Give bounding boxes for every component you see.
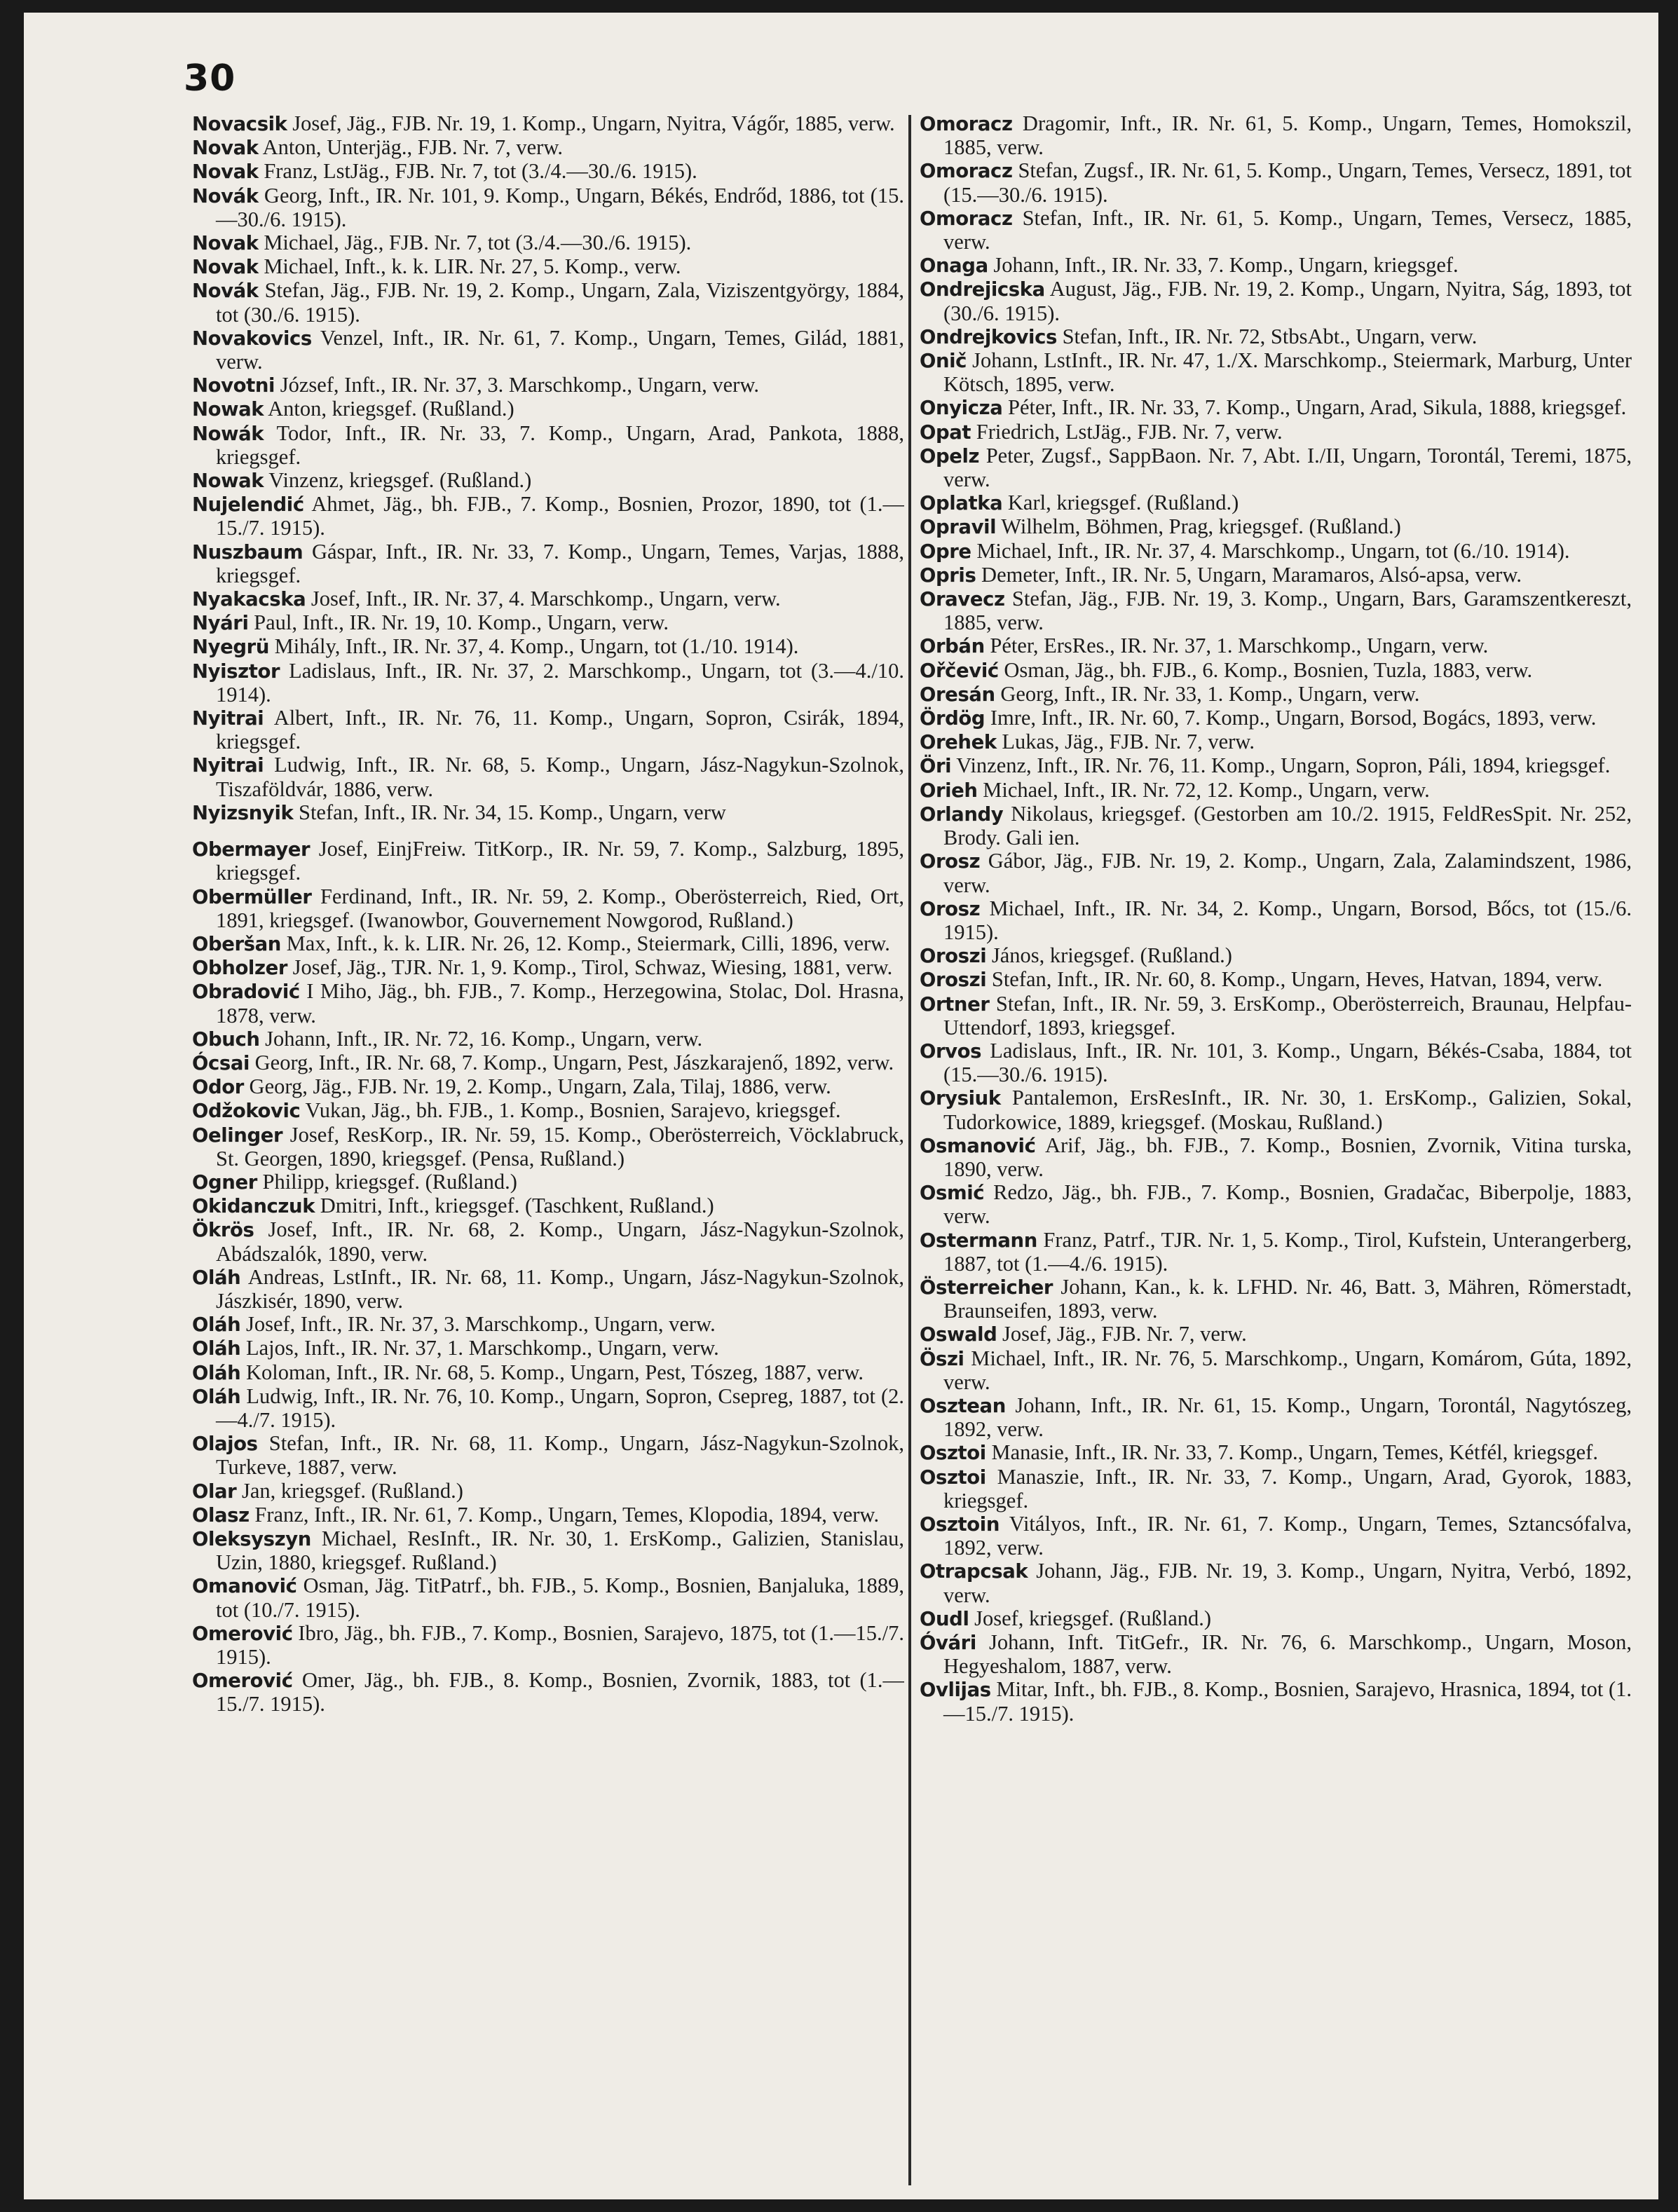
entry-surname: Oswald xyxy=(920,1323,997,1346)
entry-surname: Osztoi xyxy=(920,1466,986,1489)
list-item xyxy=(192,112,904,136)
list-item xyxy=(920,1513,1632,1559)
list-item xyxy=(920,1181,1632,1228)
list-item xyxy=(920,1631,1632,1678)
entry-details: János, kriegsgef. (Rußland.) xyxy=(991,943,1232,968)
list-item xyxy=(192,1124,904,1170)
entry-details: Anton, kriegsgef. (Rußland.) xyxy=(268,397,514,421)
entry-details: Paul, Inft., IR. Nr. 19, 10. Komp., Ungarn, verw. xyxy=(254,610,669,635)
entry-surname: Novak xyxy=(192,137,259,160)
entry-details: Stefan, Inft., IR. Nr. 34, 15. Komp., Ungarn, verw xyxy=(299,800,726,824)
entry-surname: Obradović xyxy=(192,981,300,1004)
entry-details: Georg, Inft., IR. Nr. 33, 1. Komp., Ungarn, verw. xyxy=(1000,681,1420,706)
entry-details: Stefan, Inft., IR. Nr. 60, 8. Komp., Ungarn, Heves, Hatvan, 1894, verw. xyxy=(991,967,1603,992)
entry-surname: Odžokovic xyxy=(192,1100,301,1123)
entry-surname: Nyizsnyik xyxy=(192,801,294,824)
entry-details: Josef, Inft., IR. Nr. 68, 2. Komp., Ungarn, Jász-Nagykun-Szolnok, Abádszalók, 1890, verw. xyxy=(216,1217,904,1266)
list-item xyxy=(920,1276,1632,1323)
entry-details: Josef, Inft., IR. Nr. 37, 3. Marschkomp., Ungarn, verw. xyxy=(245,1312,716,1337)
entry-details: Max, Inft., k. k. LIR. Nr. 26, 12. Komp., Steiermark, Cilli, 1896, verw. xyxy=(286,931,890,955)
entry-details: Ibro, Jäg., bh. FJB., 7. Komp., Bosnien, Sarajevo, 1875, tot (1.—15./7. 1915). xyxy=(216,1620,904,1669)
entry-details: August, Jäg., FJB. Nr. 19, 2. Komp., Ungarn, Nyitra, Ság, 1893, tot (30./6. 1915). xyxy=(943,277,1632,325)
list-item xyxy=(192,660,904,706)
entry-details: Omer, Jäg., bh. FJB., 8. Komp., Bosnien, Zvornik, 1883, tot (1.—15./7. 1915). xyxy=(216,1668,904,1716)
entry-surname: Opre xyxy=(920,540,971,563)
entry-surname: Oroszi xyxy=(920,969,987,992)
list-item xyxy=(192,1622,904,1669)
entry-surname: Ořčević xyxy=(920,659,999,682)
entry-details: Vinzenz, kriegsgef. (Rußland.) xyxy=(268,468,532,493)
entry-surname: Ördög xyxy=(920,707,985,730)
entry-details: Ludwig, Inft., IR. Nr. 68, 5. Komp., Ungarn, Jász-Nagykun-Szolnok, Tiszaföldvár, 1886, verw. xyxy=(216,753,904,801)
entry-details: Michael, Inft., IR. Nr. 76, 5. Marschkomp., Ungarn, Komárom, Gúta, 1892, verw. xyxy=(943,1346,1632,1394)
entry-surname: Nowak xyxy=(192,470,264,493)
entry-details: Pantalemon, ErsResInft., IR. Nr. 30, 1. ErsKomp., Galizien, Sokal, Tudorkowice, 1889, kriegsgef. (Moskau, Rußland.) xyxy=(943,1086,1632,1134)
list-item xyxy=(920,1347,1632,1394)
left-column xyxy=(192,112,904,2187)
list-item xyxy=(192,706,904,753)
entry-surname: Nowak xyxy=(192,398,264,421)
list-item xyxy=(192,327,904,374)
entry-surname: Öri xyxy=(920,755,952,778)
entry-details: Stefan, Inft., IR. Nr. 68, 11. Komp., Ungarn, Jász-Nagykun-Szolnok, Turkeve, 1887, verw. xyxy=(216,1431,904,1480)
entry-details: Ludwig, Inft., IR. Nr. 76, 10. Komp., Ungarn, Sopron, Csepreg, 1887, tot (2.—4./7. 1915). xyxy=(216,1384,904,1432)
entry-details: Lajos, Inft., IR. Nr. 37, 1. Marschkomp., Ungarn, verw. xyxy=(245,1336,719,1360)
entry-surname: Ondrejicska xyxy=(920,278,1045,301)
entry-details: Péter, ErsRes., IR. Nr. 37, 1. Marschkomp., Ungarn, verw. xyxy=(990,634,1489,658)
entry-details: Josef, kriegsgef. (Rußland.) xyxy=(974,1606,1212,1630)
list-item xyxy=(192,279,904,326)
entry-details: Venzel, Inft., IR. Nr. 61, 7. Komp., Ungarn, Temes, Gilád, 1881, verw. xyxy=(216,325,904,374)
entry-details: Imre, Inft., IR. Nr. 60, 7. Komp., Ungarn, Borsod, Bogács, 1893, verw. xyxy=(990,706,1597,730)
entry-surname: Orehek xyxy=(920,731,997,754)
list-item xyxy=(920,112,1632,159)
list-item xyxy=(920,1678,1632,1725)
entry-surname: Olajos xyxy=(192,1433,258,1456)
entry-details: Jan, kriegsgef. (Rußland.) xyxy=(241,1478,463,1503)
entry-surname: Nyegrü xyxy=(192,636,270,659)
entry-surname: Opris xyxy=(920,564,976,587)
entry-surname: Osztoin xyxy=(920,1513,1000,1536)
list-item xyxy=(920,683,1632,706)
entry-details: Johann, Jäg., FJB. Nr. 19, 3. Komp., Ungarn, Nyitra, Verbó, 1892, verw. xyxy=(943,1559,1632,1607)
entry-details: Friedrich, LstJäg., FJB. Nr. 7, verw. xyxy=(976,419,1283,444)
list-item xyxy=(920,706,1632,730)
list-item xyxy=(192,611,904,635)
list-item xyxy=(920,491,1632,515)
entry-surname: Olar xyxy=(192,1480,237,1503)
entry-details: Stefan, Zugsf., IR. Nr. 61, 5. Komp., Ungarn, Temes, Versecz, 1891, tot (15.—30./6. 1915). xyxy=(943,158,1632,207)
list-item xyxy=(920,540,1632,564)
entry-details: Lukas, Jäg., FJB. Nr. 7, verw. xyxy=(1002,730,1255,754)
entry-surname: Nyári xyxy=(192,612,249,635)
entry-surname: Osmanović xyxy=(920,1134,1036,1157)
entry-details: Michael, ResInft., IR. Nr. 30, 1. ErsKomp., Galizien, Stanislau, Uzin, 1880, kriegsgef. Rußland.) xyxy=(216,1526,904,1575)
entry-details: Josef, Jäg., TJR. Nr. 1, 9. Komp., Tirol, Schwaz, Wiesing, 1881, verw. xyxy=(292,955,893,980)
page-number: 30 xyxy=(184,57,236,100)
list-item xyxy=(920,1466,1632,1513)
entry-details: Osman, Jäg., bh. FJB., 6. Komp., Bosnien, Tuzla, 1883, verw. xyxy=(1004,657,1533,682)
entry-surname: Olasz xyxy=(192,1503,250,1527)
list-item xyxy=(192,231,904,255)
list-item xyxy=(192,1075,904,1099)
list-item xyxy=(192,1170,904,1194)
entry-details: Georg, Inft., IR. Nr. 101, 9. Komp., Ungarn, Békés, Endrőd, 1886, tot (15.—30./6. 1915). xyxy=(216,183,904,231)
entry-surname: Oláh xyxy=(192,1266,241,1289)
entry-surname: Novák xyxy=(192,280,259,303)
entry-details: Vinzenz, Inft., IR. Nr. 76, 11. Komp., Ungarn, Sopron, Páli, 1894, kriegsgef. xyxy=(956,753,1611,778)
list-item xyxy=(192,1266,904,1313)
entry-surname: Orvos xyxy=(920,1039,982,1063)
entry-surname: Novacsik xyxy=(192,113,287,135)
list-item xyxy=(192,980,904,1027)
entry-surname: Orysiuk xyxy=(920,1087,1001,1110)
entry-surname: Oláh xyxy=(192,1337,241,1360)
entry-details: Stefan, Inft., IR. Nr. 72, StbsAbt., Ungarn, verw. xyxy=(1062,324,1478,348)
entry-surname: Novak xyxy=(192,232,259,255)
entry-surname: Nyitrai xyxy=(192,707,264,730)
list-item xyxy=(920,897,1632,944)
list-item xyxy=(192,136,904,160)
entry-surname: Nyisztor xyxy=(192,660,280,683)
entry-details: Georg, Jäg., FJB. Nr. 19, 2. Komp., Ungarn, Zala, Tilaj, 1886, verw. xyxy=(249,1074,831,1099)
entry-details: Johann, Inft. TitGefr., IR. Nr. 76, 6. Marschkomp., Ungarn, Moson, Hegyeshalom, 1887, verw. xyxy=(943,1630,1632,1679)
entry-details: Philipp, kriegsgef. (Rußland.) xyxy=(262,1169,517,1194)
list-item xyxy=(192,1361,904,1385)
entry-surname: Ostermann xyxy=(920,1229,1037,1252)
entry-surname: Ócsai xyxy=(192,1051,250,1074)
list-item xyxy=(920,444,1632,491)
entry-surname: Novakovics xyxy=(192,327,312,350)
entry-surname: Obholzer xyxy=(192,957,287,980)
entry-details: Osman, Jäg. TitPatrf., bh. FJB., 5. Komp., Bosnien, Banjaluka, 1889, tot (10./7. 1915). xyxy=(216,1573,904,1622)
entry-details: I Miho, Jäg., bh. FJB., 7. Komp., Herzegowina, Stolac, Dol. Hrasna, 1878, verw. xyxy=(216,979,904,1028)
entry-details: József, Inft., IR. Nr. 37, 3. Marschkomp., Ungarn, verw. xyxy=(280,373,759,397)
list-item xyxy=(192,932,904,956)
list-item xyxy=(192,885,904,932)
entry-surname: Orosz xyxy=(920,850,981,873)
entry-surname: Obermayer xyxy=(192,838,311,861)
list-item xyxy=(192,1218,904,1265)
list-item xyxy=(192,184,904,231)
list-item xyxy=(192,1194,904,1218)
entry-surname: Nuszbaum xyxy=(192,540,303,564)
list-item xyxy=(192,1051,904,1075)
list-item xyxy=(192,160,904,184)
list-item xyxy=(192,1527,904,1574)
entry-surname: Orosz xyxy=(920,897,981,920)
list-item xyxy=(192,1669,904,1716)
entry-details: Mitar, Inft., bh. FJB., 8. Komp., Bosnien, Sarajevo, Hrasnica, 1894, tot (1.—15./7. 1915). xyxy=(943,1677,1632,1726)
list-item xyxy=(920,634,1632,658)
list-item xyxy=(920,1559,1632,1606)
entry-surname: Ondrejkovics xyxy=(920,325,1057,348)
entry-details: Josef, ResKorp., IR. Nr. 59, 15. Komp., Oberösterreich, Vöcklabruck, St. Georgen, 1890, kriegsgef. (Pensa, Rußland.) xyxy=(216,1122,904,1170)
entry-details: Franz, Patrf., TJR. Nr. 1, 5. Komp., Tirol, Kufstein, Unterangerberg, 1887, tot (1.—4./6. 1915). xyxy=(943,1227,1632,1276)
entry-details: Péter, Inft., IR. Nr. 33, 7. Komp., Ungarn, Arad, Sikula, 1888, kriegsgef. xyxy=(1008,395,1627,420)
entry-surname: Novák xyxy=(192,184,259,207)
entry-surname: Óvári xyxy=(920,1632,976,1654)
entry-details: Ferdinand, Inft., IR. Nr. 59, 2. Komp., Oberösterreich, Ried, Ort, 1891, kriegsgef. (Iwanowbor, Gouvernement Nowgorod, Rußland.) xyxy=(216,884,904,932)
list-item xyxy=(920,1086,1632,1133)
entry-details: Redzo, Jäg., bh. FJB., 7. Komp., Bosnien, Gradačac, Biberpolje, 1883, verw. xyxy=(943,1180,1632,1229)
list-item xyxy=(192,374,904,397)
list-item xyxy=(192,1385,904,1432)
list-item xyxy=(920,659,1632,683)
entry-surname: Opravil xyxy=(920,516,997,539)
list-item xyxy=(192,1432,904,1479)
entry-surname: Novak xyxy=(192,161,259,184)
list-item xyxy=(920,1039,1632,1086)
entry-details: Gábor, Jäg., FJB. Nr. 19, 2. Komp., Ungarn, Zala, Zalamindszent, 1986, verw. xyxy=(943,849,1632,897)
entry-details: Josef, Jäg., FJB. Nr. 7, verw. xyxy=(1002,1322,1247,1346)
list-item xyxy=(920,421,1632,444)
entry-details: Nikolaus, kriegsgef. (Gestorben am 10./2. 1915, FeldResSpit. Nr. 252, Brody. Gali ien. xyxy=(943,801,1632,850)
entry-surname: Oláh xyxy=(192,1361,241,1384)
entry-surname: Oleksyszyn xyxy=(192,1527,311,1550)
entry-details: Demeter, Inft., IR. Nr. 5, Ungarn, Maramaros, Alsó-apsa, verw. xyxy=(981,562,1522,587)
list-item xyxy=(920,349,1632,396)
entry-details: Todor, Inft., IR. Nr. 33, 7. Komp., Ungarn, Arad, Pankota, 1888, kriegsgef. xyxy=(216,421,904,469)
entry-surname: Novotni xyxy=(192,374,275,397)
entry-details: Georg, Inft., IR. Nr. 68, 7. Komp., Ungarn, Pest, Jászkarajenő, 1892, verw. xyxy=(254,1050,894,1074)
entry-surname: Ovlijas xyxy=(920,1679,991,1702)
entry-details: Peter, Zugsf., SappBaon. Nr. 7, Abt. I./II, Ungarn, Torontál, Teremi, 1875, verw. xyxy=(943,443,1632,492)
entry-surname: Oresán xyxy=(920,683,995,706)
list-item xyxy=(192,838,904,885)
entry-surname: Novak xyxy=(192,256,259,279)
entry-surname: Öszi xyxy=(920,1347,964,1370)
list-item xyxy=(192,1313,904,1337)
list-item xyxy=(192,1574,904,1621)
list-item xyxy=(920,849,1632,896)
list-item xyxy=(192,255,904,279)
list-item xyxy=(920,396,1632,420)
list-item xyxy=(920,207,1632,254)
entry-details: Vitályos, Inft., IR. Nr. 61, 7. Komp., Ungarn, Temes, Sztancsófalva, 1892, verw. xyxy=(943,1511,1632,1560)
list-item xyxy=(920,779,1632,803)
entry-details: Michael, Inft., IR. Nr. 34, 2. Komp., Ungarn, Borsod, Bőcs, tot (15./6. 1915). xyxy=(943,896,1632,944)
list-item xyxy=(920,1134,1632,1181)
entry-surname: Oláh xyxy=(192,1385,241,1408)
entry-surname: Oroszi xyxy=(920,945,987,968)
entry-details: Johann, Kan., k. k. LFHD. Nr. 46, Batt. 3, Mähren, Römerstadt, Braunseifen, 1893, verw. xyxy=(943,1274,1632,1323)
list-item xyxy=(920,803,1632,849)
directory-page xyxy=(24,13,1658,2199)
list-item xyxy=(192,493,904,540)
entry-details: Manasie, Inft., IR. Nr. 33, 7. Komp., Ungarn, Temes, Kétfél, kriegsgef. xyxy=(991,1440,1598,1465)
entry-details: Johann, Inft., IR. Nr. 72, 16. Komp., Ungarn, verw. xyxy=(265,1026,703,1051)
list-item xyxy=(192,801,904,825)
list-item xyxy=(920,564,1632,587)
entry-surname: Onyicza xyxy=(920,397,1003,420)
list-item xyxy=(192,753,904,800)
entry-details: Michael, Inft., k. k. LIR. Nr. 27, 5. Komp., verw. xyxy=(264,254,681,279)
entry-surname: Oudl xyxy=(920,1607,969,1630)
entry-surname: Nujelendić xyxy=(192,493,304,517)
entry-details: Albert, Inft., IR. Nr. 76, 11. Komp., Ungarn, Sopron, Csirák, 1894, kriegsgef. xyxy=(216,706,904,754)
entry-details: Wilhelm, Böhmen, Prag, kriegsgef. (Rußland.) xyxy=(1001,514,1401,539)
entry-surname: Omoracz xyxy=(920,113,1013,135)
list-item xyxy=(192,422,904,469)
list-item xyxy=(192,1337,904,1360)
entry-surname: Obermüller xyxy=(192,885,312,908)
entry-surname: Orlandy xyxy=(920,803,1004,826)
entry-details: Andreas, LstInft., IR. Nr. 68, 11. Komp., Ungarn, Jász-Nagykun-Szolnok, Jászkisér, 1890, verw. xyxy=(216,1264,904,1313)
entry-surname: Oelinger xyxy=(192,1124,283,1147)
entry-surname: Oberšan xyxy=(192,932,281,955)
list-item xyxy=(920,159,1632,206)
entry-details: Josef, Jäg., FJB. Nr. 19, 1. Komp., Ungarn, Nyitra, Vágőr, 1885, verw. xyxy=(292,112,895,135)
list-item xyxy=(192,1028,904,1051)
entry-surname: Opelz xyxy=(920,444,980,467)
entry-details: Stefan, Jäg., FJB. Nr. 19, 3. Komp., Ungarn, Bars, Garamszentkereszt, 1885, verw. xyxy=(943,587,1632,635)
list-item xyxy=(920,754,1632,778)
list-item xyxy=(920,1441,1632,1465)
entry-details: Franz, Inft., IR. Nr. 61, 7. Komp., Ungarn, Temes, Klopodia, 1894, verw. xyxy=(254,1502,880,1527)
entry-details: Franz, LstJäg., FJB. Nr. 7, tot (3./4.—30./6. 1915). xyxy=(264,159,697,184)
entry-details: Ladislaus, Inft., IR. Nr. 101, 3. Komp., Ungarn, Békés-Csaba, 1884, tot (15.—30./6. 1915). xyxy=(943,1038,1632,1087)
list-item xyxy=(920,1229,1632,1276)
list-item xyxy=(920,515,1632,539)
entry-surname: Omerović xyxy=(192,1622,293,1645)
entry-surname: Österreicher xyxy=(920,1276,1053,1299)
entry-surname: Oplatka xyxy=(920,492,1003,515)
entry-details: Arif, Jäg., bh. FJB., 7. Komp., Bosnien, Zvornik, Vitina turska, 1890, verw. xyxy=(943,1133,1632,1181)
entry-details: Mihály, Inft., IR. Nr. 37, 4. Komp., Ungarn, tot (1./10. 1914). xyxy=(274,634,799,659)
entry-details: Koloman, Inft., IR. Nr. 68, 5. Komp., Ungarn, Pest, Tószeg, 1887, verw. xyxy=(245,1360,864,1384)
list-item xyxy=(920,968,1632,992)
entry-surname: Opat xyxy=(920,421,971,444)
list-item xyxy=(192,540,904,587)
list-item xyxy=(920,254,1632,278)
entry-surname: Orbán xyxy=(920,635,985,658)
entry-surname: Obuch xyxy=(192,1028,260,1051)
entry-surname: Orieh xyxy=(920,779,978,802)
list-item xyxy=(192,397,904,421)
list-item xyxy=(192,1503,904,1527)
entry-details: Ladislaus, Inft., IR. Nr. 37, 2. Marschkomp., Ungarn, tot (3.—4./10. 1914). xyxy=(216,658,904,706)
entry-surname: Nyakacska xyxy=(192,588,306,611)
entry-surname: Omanović xyxy=(192,1575,297,1598)
entry-details: Michael, Inft., IR. Nr. 72, 12. Komp., Ungarn, verw. xyxy=(983,777,1430,802)
list-item xyxy=(920,587,1632,634)
entry-details: Ahmet, Jäg., bh. FJB., 7. Komp., Bosnien, Prozor, 1890, tot (1.—15./7. 1915). xyxy=(216,492,904,540)
column-divider xyxy=(908,115,911,2185)
entry-surname: Ortner xyxy=(920,992,990,1016)
entry-details: Vukan, Jäg., bh. FJB., 1. Komp., Bosnien, Sarajevo, kriegsgef. xyxy=(305,1098,841,1123)
entry-surname: Omerović xyxy=(192,1670,293,1693)
entry-details: Michael, Jäg., FJB. Nr. 7, tot (3./4.—30./6. 1915). xyxy=(264,231,692,255)
list-item xyxy=(192,635,904,659)
entry-surname: Onaga xyxy=(920,254,988,278)
list-item xyxy=(920,730,1632,754)
entry-surname: Omoracz xyxy=(920,160,1013,183)
list-item xyxy=(920,992,1632,1039)
list-item xyxy=(192,1480,904,1503)
list-item xyxy=(920,1394,1632,1441)
entry-details: Stefan, Inft., IR. Nr. 61, 5. Komp., Ungarn, Temes, Versecz, 1885, verw. xyxy=(943,205,1632,254)
list-item xyxy=(192,469,904,493)
entry-surname: Odor xyxy=(192,1076,244,1099)
entry-details: Stefan, Inft., IR. Nr. 59, 3. ErsKomp., Oberösterreich, Braunau, Helpfau-Uttendorf, 1893, kriegsgef. xyxy=(943,991,1632,1039)
list-item xyxy=(192,1099,904,1123)
list-item xyxy=(192,587,904,611)
entry-details: Stefan, Jäg., FJB. Nr. 19, 2. Komp., Ungarn, Zala, Viziszentgyörgy, 1884, tot (30./6. 1915). xyxy=(216,278,904,327)
entry-details: Dmitri, Inft., kriegsgef. (Taschkent, Rußland.) xyxy=(320,1194,714,1218)
list-item xyxy=(920,325,1632,349)
entry-surname: Otrapcsak xyxy=(920,1560,1028,1583)
entry-details: Josef, EinjFreiw. TitKorp., IR. Nr. 59, 7. Komp., Salzburg, 1895, kriegsgef. xyxy=(216,837,904,885)
entry-surname: Ökrös xyxy=(192,1219,254,1242)
list-item xyxy=(920,944,1632,968)
entry-details: Anton, Unterjäg., FJB. Nr. 7, verw. xyxy=(262,135,564,160)
entry-surname: Ogner xyxy=(192,1170,257,1194)
list-item xyxy=(920,1607,1632,1631)
list-item xyxy=(920,278,1632,325)
right-column xyxy=(920,112,1632,2187)
entry-details: Josef, Inft., IR. Nr. 37, 4. Marschkomp., Ungarn, verw. xyxy=(311,587,781,611)
list-item xyxy=(192,956,904,980)
entry-details: Johann, Inft., IR. Nr. 61, 15. Komp., Ungarn, Torontál, Nagytószeg, 1892, verw. xyxy=(943,1393,1632,1442)
entry-details: Johann, LstInft., IR. Nr. 47, 1./X. Marschkomp., Steiermark, Marburg, Unter Kötsch, 1895, verw. xyxy=(943,348,1632,397)
entry-details: Johann, Inft., IR. Nr. 33, 7. Komp., Ungarn, kriegsgef. xyxy=(993,253,1459,278)
entry-surname: Okidanczuk xyxy=(192,1195,315,1218)
entry-details: Dragomir, Inft., IR. Nr. 61, 5. Komp., Ungarn, Temes, Homokszil, 1885, verw. xyxy=(943,112,1632,160)
entry-surname: Nyitrai xyxy=(192,754,264,777)
entry-details: Manaszie, Inft., IR. Nr. 33, 7. Komp., Ungarn, Arad, Gyorok, 1883, kriegsgef. xyxy=(943,1464,1632,1513)
entry-surname: Oláh xyxy=(192,1313,241,1337)
entry-surname: Osmić xyxy=(920,1182,985,1205)
entry-surname: Nowák xyxy=(192,422,264,445)
entry-surname: Omoracz xyxy=(920,207,1013,230)
list-item xyxy=(920,1323,1632,1346)
entry-surname: Osztean xyxy=(920,1394,1006,1417)
entry-details: Gáspar, Inft., IR. Nr. 33, 7. Komp., Ungarn, Temes, Varjas, 1888, kriegsgef. xyxy=(216,539,904,587)
entry-surname: Oravecz xyxy=(920,588,1005,611)
entry-surname: Osztoi xyxy=(920,1442,986,1465)
entry-details: Karl, kriegsgef. (Rußland.) xyxy=(1007,491,1239,515)
entry-surname: Onič xyxy=(920,350,967,373)
entry-details: Michael, Inft., IR. Nr. 37, 4. Marschkomp., Ungarn, tot (6./10. 1914). xyxy=(976,538,1570,563)
